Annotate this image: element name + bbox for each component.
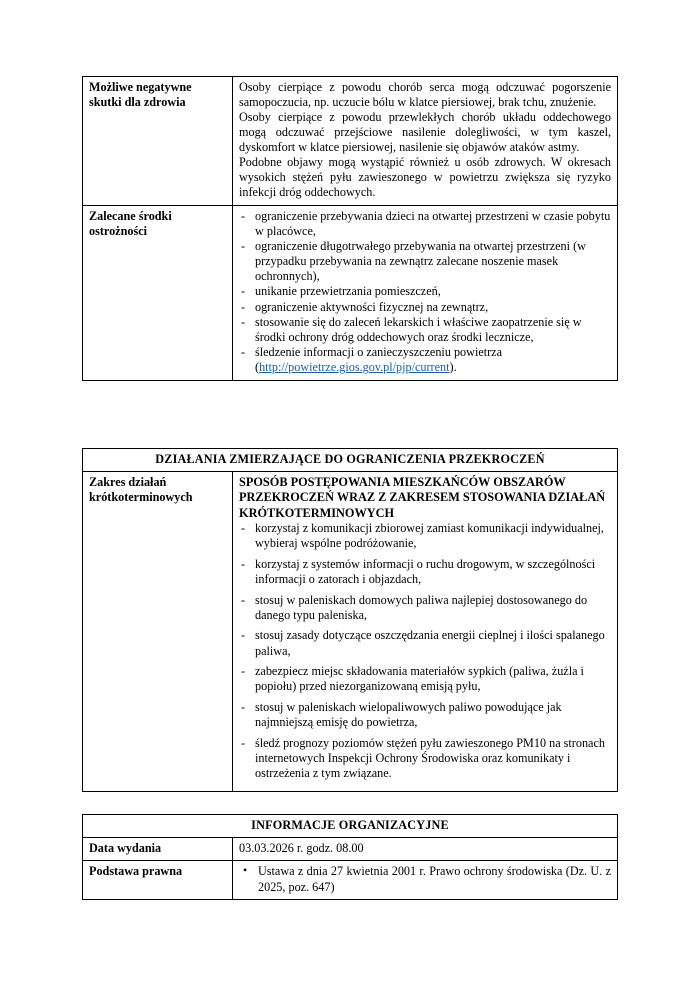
precautions-list [239, 209, 611, 376]
list-item: - stosowanie się do zaleceń lekarskich i właściwe zaopatrzenie się w środki ochrony dróg oddechowych oraz środki lecznicze, [239, 315, 611, 345]
list-item: • Ustawa z dnia 27 kwietnia 2001 r. Prawo ochrony środowiska (Dz. U. z 2025, poz. 647) [239, 864, 611, 895]
table-row [83, 861, 618, 900]
table-row [83, 77, 618, 206]
list-item: - stosuj w paleniskach wielopaliwowych paliwo powodujące jak najmniejszą emisję do powietrza, [239, 700, 611, 730]
section-heading-organisational: INFORMACJE ORGANIZACYJNE [83, 815, 618, 838]
list-item: - śledź prognozy poziomów stężeń pyłu zawieszonego PM10 na stronach internetowych Inspekcji Ochrony Środowiska oraz komunikaty i ostrzeżenia z tym związane. [239, 736, 611, 782]
row-value-issue-date: 03.03.2026 r. godz. 08.00 [233, 838, 618, 861]
table-row [83, 472, 618, 792]
table-heading-row [83, 449, 618, 472]
table-heading-row [83, 815, 618, 838]
organisational-info-table [82, 814, 618, 900]
list-item: - korzystaj z komunikacji zbiorowej zamiast komunikacji indywidualnej, wybieraj wspólne podróżowanie, [239, 521, 611, 551]
row-content-short-term-scope [233, 472, 618, 792]
row-label-legal-basis: Podstawa prawna [83, 861, 233, 900]
row-label-negative-effects: Możliwe negatywne skutki dla zdrowia [83, 77, 233, 206]
air-quality-link[interactable]: http://powietrze.gios.gov.pl/pjp/current [259, 360, 450, 375]
paragraph: Osoby cierpiące z powodu przewlekłych chorób układu oddechowego mogą odczuwać przejściowe nasilenie dolegliwości, w tym kaszel, dyskomfort w klatce piersiowej, nasilenie się objawów ataków astmy. [239, 110, 611, 155]
row-content-negative-effects [233, 77, 618, 206]
list-item: - stosuj zasady dotyczące oszczędzania energii cieplnej i ilości spalanego paliwa, [239, 628, 611, 658]
list-item: - ograniczenie długotrwałego przebywania na otwartej przestrzeni (w przypadku przebywania na zewnątrz zalecane noszenie masek ochronnych), [239, 239, 611, 285]
row-label-precautions: Zalecane środki ostrożności [83, 205, 233, 380]
list-item: - korzystaj z systemów informacji o ruchu drogowym, w szczególności informacji o zatorach i objazdach, [239, 557, 611, 587]
row-content-precautions [233, 205, 618, 380]
table-row [83, 205, 618, 380]
row-value-legal-basis [233, 861, 618, 900]
health-effects-table [82, 76, 618, 381]
subheading-residents-conduct: SPOSÓB POSTĘPOWANIA MIESZKAŃCÓW OBSZARÓW PRZEKROCZEŃ WRAZ Z ZAKRESEM STOSOWANIA DZIAŁAŃ KRÓTKOTERMINOWYCH [239, 475, 606, 520]
paragraph: Podobne objawy mogą wystąpić również u osób zdrowych. W okresach wysokich stężeń pyłu zawieszonego w powietrzu zwiększa się ryzyko infekcji dróg oddechowych. [239, 155, 611, 200]
list-item: - zabezpiecz miejsc składowania materiałów sypkich (paliwa, żużla i popiołu) przed niezorganizowaną emisją pyłu, [239, 664, 611, 694]
row-label-issue-date: Data wydania [83, 838, 233, 861]
short-term-actions-list [239, 521, 611, 782]
list-item: - ograniczenie przebywania dzieci na otwartej przestrzeni w czasie pobytu w placówce, [239, 209, 611, 239]
paragraph: Osoby cierpiące z powodu chorób serca mogą odczuwać pogorszenie samopoczucia, np. uczucie bólu w klatce piersiowej, brak tchu, znużenie. [239, 80, 611, 110]
short-term-actions-table [82, 448, 618, 792]
list-item-label: śledzenie informacji o zanieczyszczeniu powietrza [255, 345, 503, 360]
list-item: - unikanie przewietrzania pomieszczeń, [239, 284, 611, 299]
section-heading-actions: DZIAŁANIA ZMIERZAJĄCE DO OGRANICZENIA PRZEKROCZEŃ [83, 449, 618, 472]
list-item: - ograniczenie aktywności fizycznej na zewnątrz, [239, 300, 611, 315]
row-label-short-term-scope: Zakres działań krótkoterminowych [83, 472, 233, 792]
link-paren-open: ( [255, 360, 260, 375]
table-row [83, 838, 618, 861]
link-paren-close: ). [449, 360, 457, 375]
legal-basis-list [239, 864, 611, 895]
list-item: - stosuj w paleniskach domowych paliwa najlepiej dostosowanego do danego typu paleniska, [239, 593, 611, 623]
list-item-with-link [239, 345, 611, 375]
